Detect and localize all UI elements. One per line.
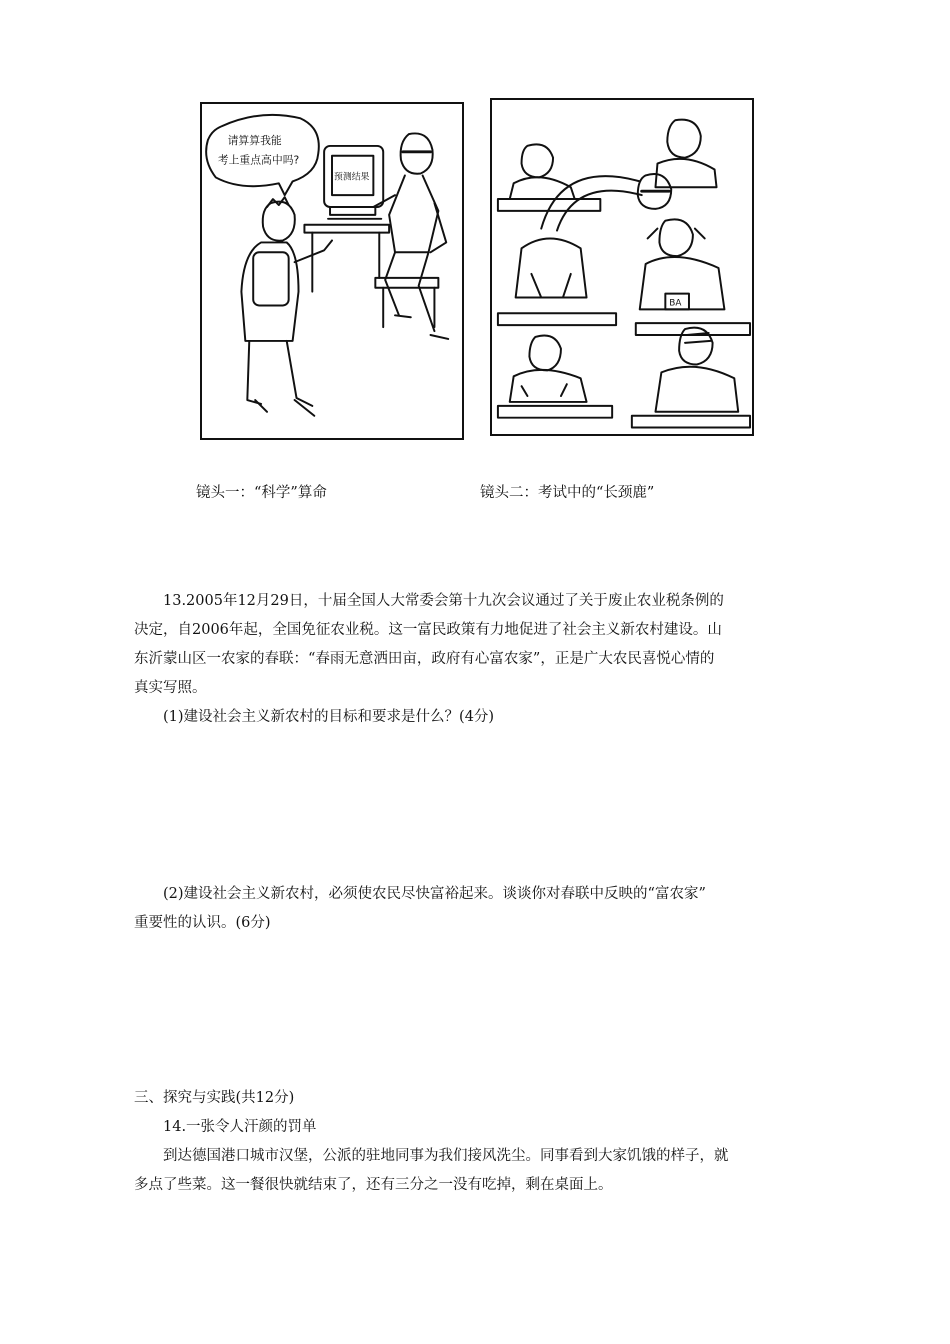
q13-subquestion-2-line1: (2)建设社会主义新农村，必须使农民尽快富裕起来。谈谈你对春联中反映的“富农家” (163, 886, 706, 902)
q14-title: 14.一张令人汗颜的罚单 (163, 1119, 317, 1135)
q13-stem-line3: 东沂蒙山区一农家的春联：“春雨无意洒田亩，政府有心富农家”，正是广大农民喜悦心情的 (134, 651, 715, 667)
speech-bubble-line1: 请算算我能 (227, 133, 282, 147)
q13-stem-line1: 13.2005年12月29日，十届全国人大常委会第十九次会议通过了关于废止农业税条例的 (163, 593, 724, 609)
q13-subquestion-2-line2: 重要性的认识。(6分) (134, 915, 271, 931)
caption-panel-1: 镜头一：“科学”算命 (196, 485, 327, 501)
exam-paper-text: BA (669, 298, 682, 309)
monitor-screen-text: 预测结果 (333, 172, 370, 183)
q13-stem-line4: 真实写照。 (134, 680, 207, 696)
caption-panel-2: 镜头二：考试中的“长颈鹿” (480, 485, 655, 501)
cartoon-panel-exam-giraffe (490, 98, 754, 436)
exam-giraffe-illustration (492, 100, 752, 434)
speech-bubble-line2: 考上重点高中吗? (217, 153, 300, 167)
q13-subquestion-1: (1)建设社会主义新农村的目标和要求是什么？(4分) (163, 709, 495, 725)
fortune-telling-illustration (202, 104, 462, 438)
section-3 (134, 1084, 824, 1200)
q14-paragraph-line1: 到达德国港口城市汉堡，公派的驻地同事为我们接风洗尘。同事看到大家饥饿的样子，就 (163, 1148, 729, 1164)
q14-paragraph-line2: 多点了些菜。这一餐很快就结束了，还有三分之一没有吃掉，剩在桌面上。 (134, 1177, 613, 1193)
cartoon-panel-fortune-telling (200, 102, 464, 440)
question-13 (134, 587, 824, 732)
question-13-part-2 (134, 880, 824, 938)
q13-stem-line2: 决定，自2006年起，全国免征农业税。这一富民政策有力地促进了社会主义新农村建设。山 (134, 622, 722, 638)
section-3-heading: 三、探究与实践(共12分) (134, 1090, 295, 1106)
